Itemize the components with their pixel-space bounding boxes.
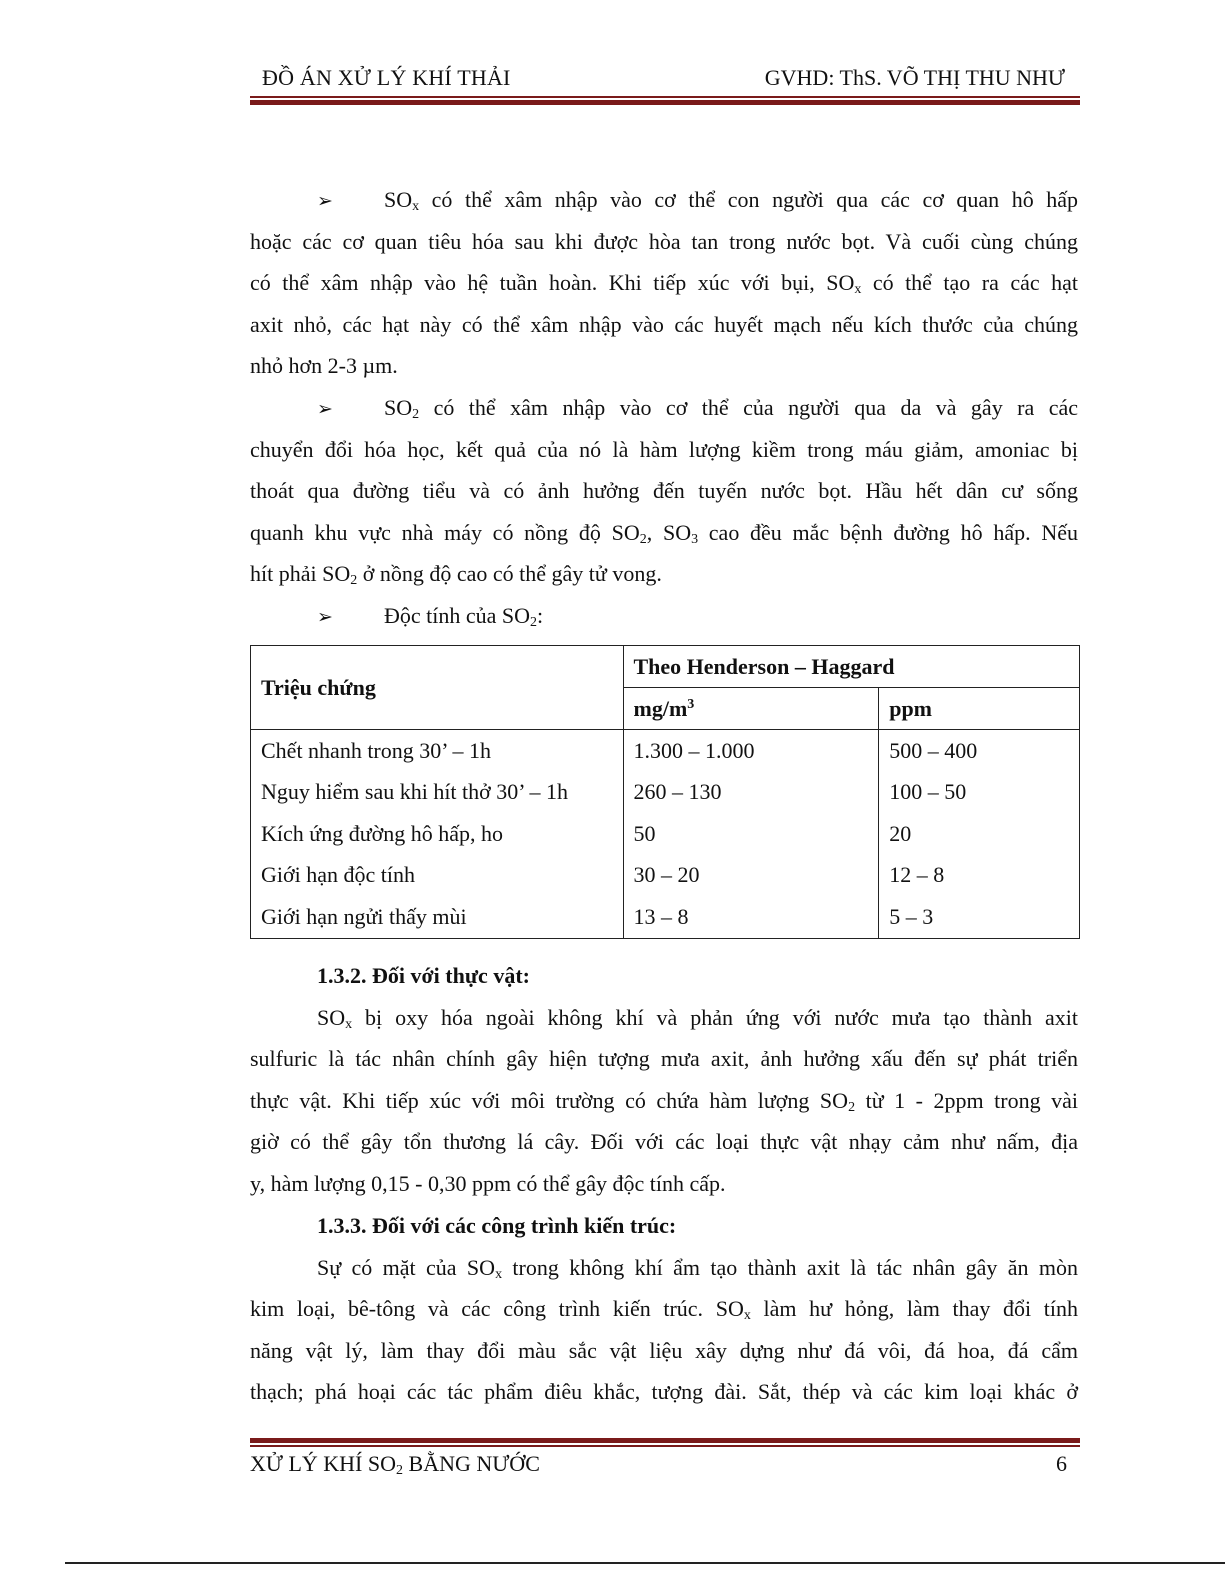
table-row: Nguy hiểm sau khi hít thở 30’ – 1h 260 – 130 100 – 50 — [251, 772, 1080, 814]
page-bottom-edge — [65, 1562, 1225, 1564]
paragraph-toxicity-intro: ➢ Độc tính của $SO_2$: — [250, 595, 1078, 637]
table-row: Giới hạn ngửi thấy mùi 13 – 8 5 – 3 — [251, 896, 1080, 938]
table-row: Giới hạn độc tính 30 – 20 12 – 8 — [251, 855, 1080, 897]
table-row: Kích ứng đường hô hấp, ho 50 20 — [251, 813, 1080, 855]
section-plants: 1.3.2. Đối với thực vật: $SO_x$ bị oxy hóa ngoài không khí và phản ứng với nước mưa tạo thành axit sulfuric là tác nhân chính gây hiện tượng mưa axit, ảnh hưởng xấu đến sự phát triển thực vật. Khi tiếp xúc với môi trường có chứa hàm lượng $SO_2$ từ 1 - 2ppm trong vài giờ có thể gây tổn thương lá cây. Đối với các loại thực vật nhạy cảm như nấm, địa y, hàm lượng 0,15 - 0,30 ppm có thể gây độc tính cấp. — [250, 955, 1078, 1204]
bullet-arrow-icon: ➢ — [317, 398, 333, 420]
paragraph-so2-skin: ➢ $SO_2$ có thể xâm nhập vào cơ thể của người qua da và gây ra các chuyển đổi hóa học, kết quả của nó là hàm lượng kiềm trong máu giảm, amoniac bị thoát qua đường tiểu và có ảnh hưởng đến tuyến nước bọt. Hầu hết dân cư sống quanh khu vực nhà máy có nồng độ $SO_2$, $SO_3$ cao đều mắc bệnh đường hô hấp. Nếu hít phải $SO_2$ ở nồng độ cao có thể gây tử vong. — [250, 387, 1078, 595]
bullet-arrow-icon: ➢ — [317, 190, 333, 212]
section-heading: 1.3.2. Đối với thực vật: — [317, 963, 530, 988]
table-header-group: Theo Henderson – Haggard — [623, 646, 1080, 688]
table-header-ppm: ppm — [879, 688, 1080, 730]
footer-rule — [250, 1438, 1080, 1447]
paragraph-sox-entry: ➢ $SO_x$ có thể xâm nhập vào cơ thể con người qua các cơ quan hô hấp hoặc các cơ quan tiêu hóa sau khi được hòa tan trong nước bọt. Và cuối cùng chúng có thể xâm nhập vào hệ tuần hoàn. Khi tiếp xúc với bụi, $SO_x$ có thể tạo ra các hạt axit nhỏ, các hạt này có thể xâm nhập vào các huyết mạch nếu kích thước của chúng nhỏ hơn 2-3 µm. — [250, 179, 1078, 387]
header-rule — [250, 96, 1080, 105]
section-architecture: 1.3.3. Đối với các công trình kiến trúc: Sự có mặt của $SO_x$ trong không khí ẩm tạo thành axit là tác nhân gây ăn mòn kim loại, bê-tông và các công trình kiến trúc. $SO_x$ làm hư hỏng, làm thay đổi tính năng vật lý, làm thay đổi màu sắc vật liệu xây dựng như đá vôi, đá hoa, đá cẩm thạch; phá hoại các tác phẩm điêu khắc, tượng đài. Sắt, thép và các kim loại khác ở — [250, 1205, 1078, 1413]
page-number: 6 — [1056, 1451, 1067, 1476]
section-heading: 1.3.3. Đối với các công trình kiến trúc: — [317, 1213, 677, 1238]
footer-title: XỬ LÝ KHÍ $SO_2$ BẰNG NƯỚC — [250, 1451, 540, 1478]
header-supervisor: GVHD: ThS. VÕ THỊ THU NHƯ — [764, 65, 1065, 90]
table-row: Chết nhanh trong 30’ – 1h 1.300 – 1.000 500 – 400 — [251, 730, 1080, 772]
toxicity-table — [250, 645, 1080, 939]
table-header-symptom: Triệu chứng — [251, 646, 624, 730]
table-header-mg: $mg/m^3$ — [623, 688, 879, 730]
bullet-arrow-icon: ➢ — [317, 606, 333, 628]
header-title: ĐỒ ÁN XỬ LÝ KHÍ THẢI — [262, 65, 511, 90]
